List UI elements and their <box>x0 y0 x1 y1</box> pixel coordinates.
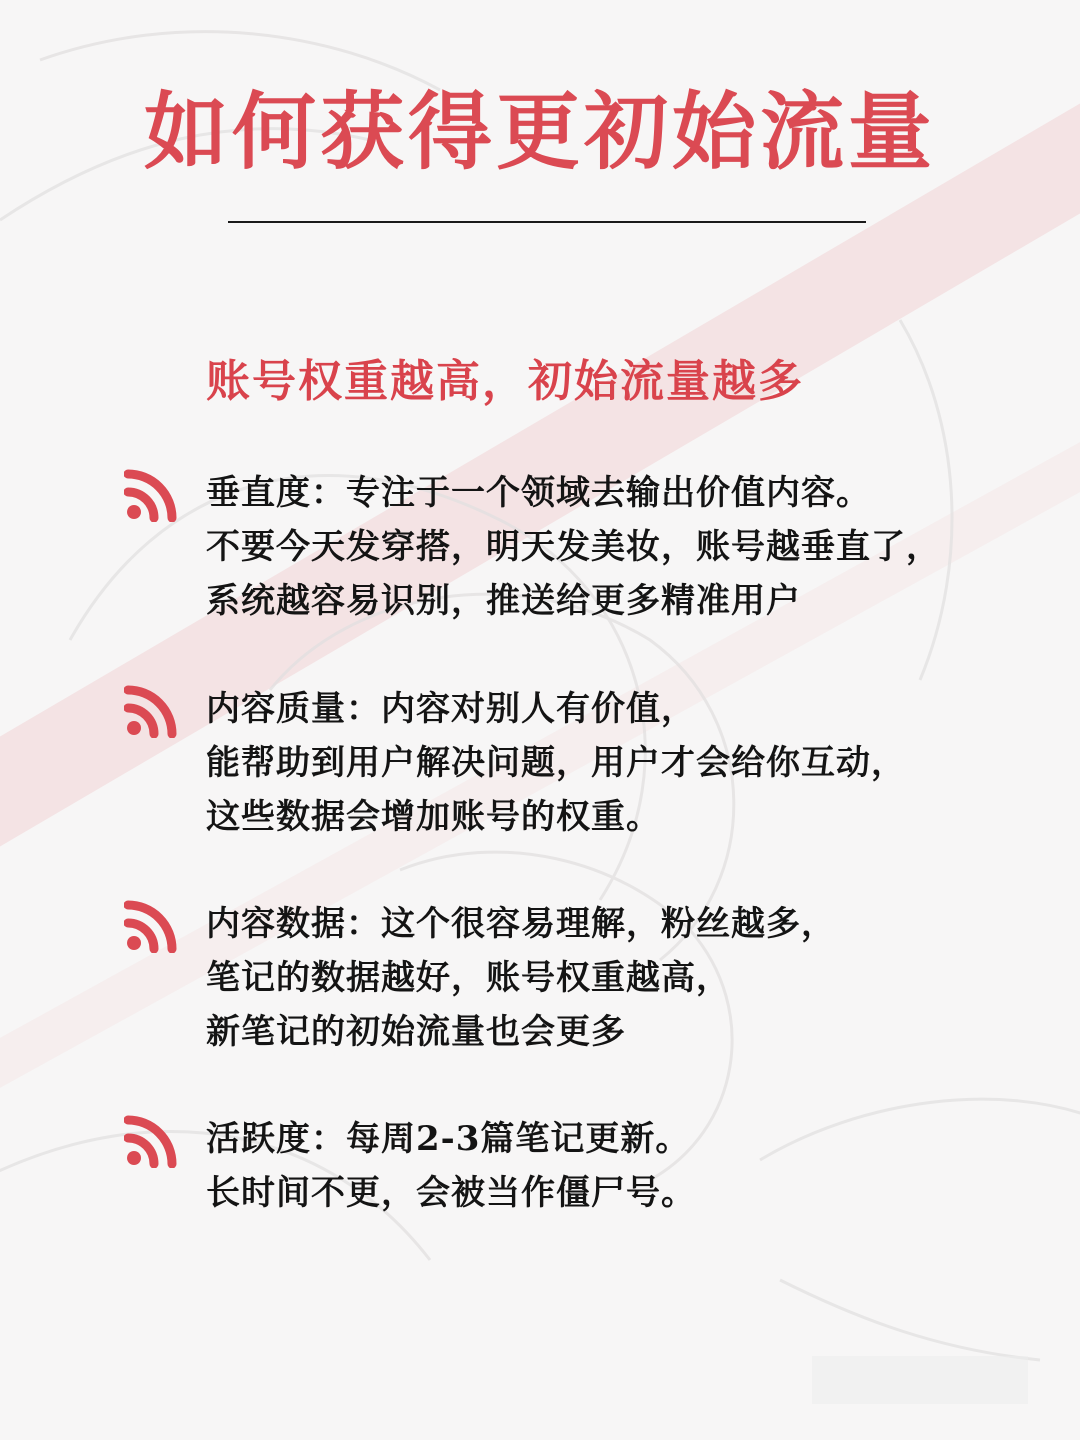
tip-text <box>206 897 1066 1059</box>
title-divider <box>228 221 866 223</box>
rss-feed-icon <box>124 897 180 953</box>
tip-text <box>206 682 1066 844</box>
rss-feed-icon <box>124 1112 180 1168</box>
tip-text <box>206 1112 1066 1220</box>
tip-line: 活跃度：每周2-3篇笔记更新。 <box>206 1119 691 1159</box>
section-subtitle: 账号权重越高，初始流量越多 <box>206 356 804 407</box>
tip-line: 这些数据会增加账号的权重。 <box>206 797 661 837</box>
tip-line: 垂直度：专注于一个领域去输出价值内容。 <box>206 473 871 513</box>
tip-text <box>206 466 1066 628</box>
tip-line: 系统越容易识别，推送给更多精准用户 <box>206 581 801 621</box>
tip-line: 内容质量：内容对别人有价值， <box>206 689 696 729</box>
tip-line: 新笔记的初始流量也会更多 <box>206 1012 626 1052</box>
tip-line: 不要今天发穿搭，明天发美妆，账号越垂直了， <box>206 527 941 567</box>
tip-line: 内容数据：这个很容易理解，粉丝越多， <box>206 904 836 944</box>
rss-feed-icon <box>124 682 180 738</box>
page-title: 如何获得更初始流量 <box>143 82 936 181</box>
rss-feed-icon <box>124 466 180 522</box>
tip-line: 能帮助到用户解决问题，用户才会给你互动， <box>206 743 906 783</box>
tip-line: 笔记的数据越好，账号权重越高， <box>206 958 731 998</box>
watermark-area <box>812 1356 1028 1404</box>
tip-line: 长时间不更，会被当作僵尸号。 <box>206 1173 696 1213</box>
